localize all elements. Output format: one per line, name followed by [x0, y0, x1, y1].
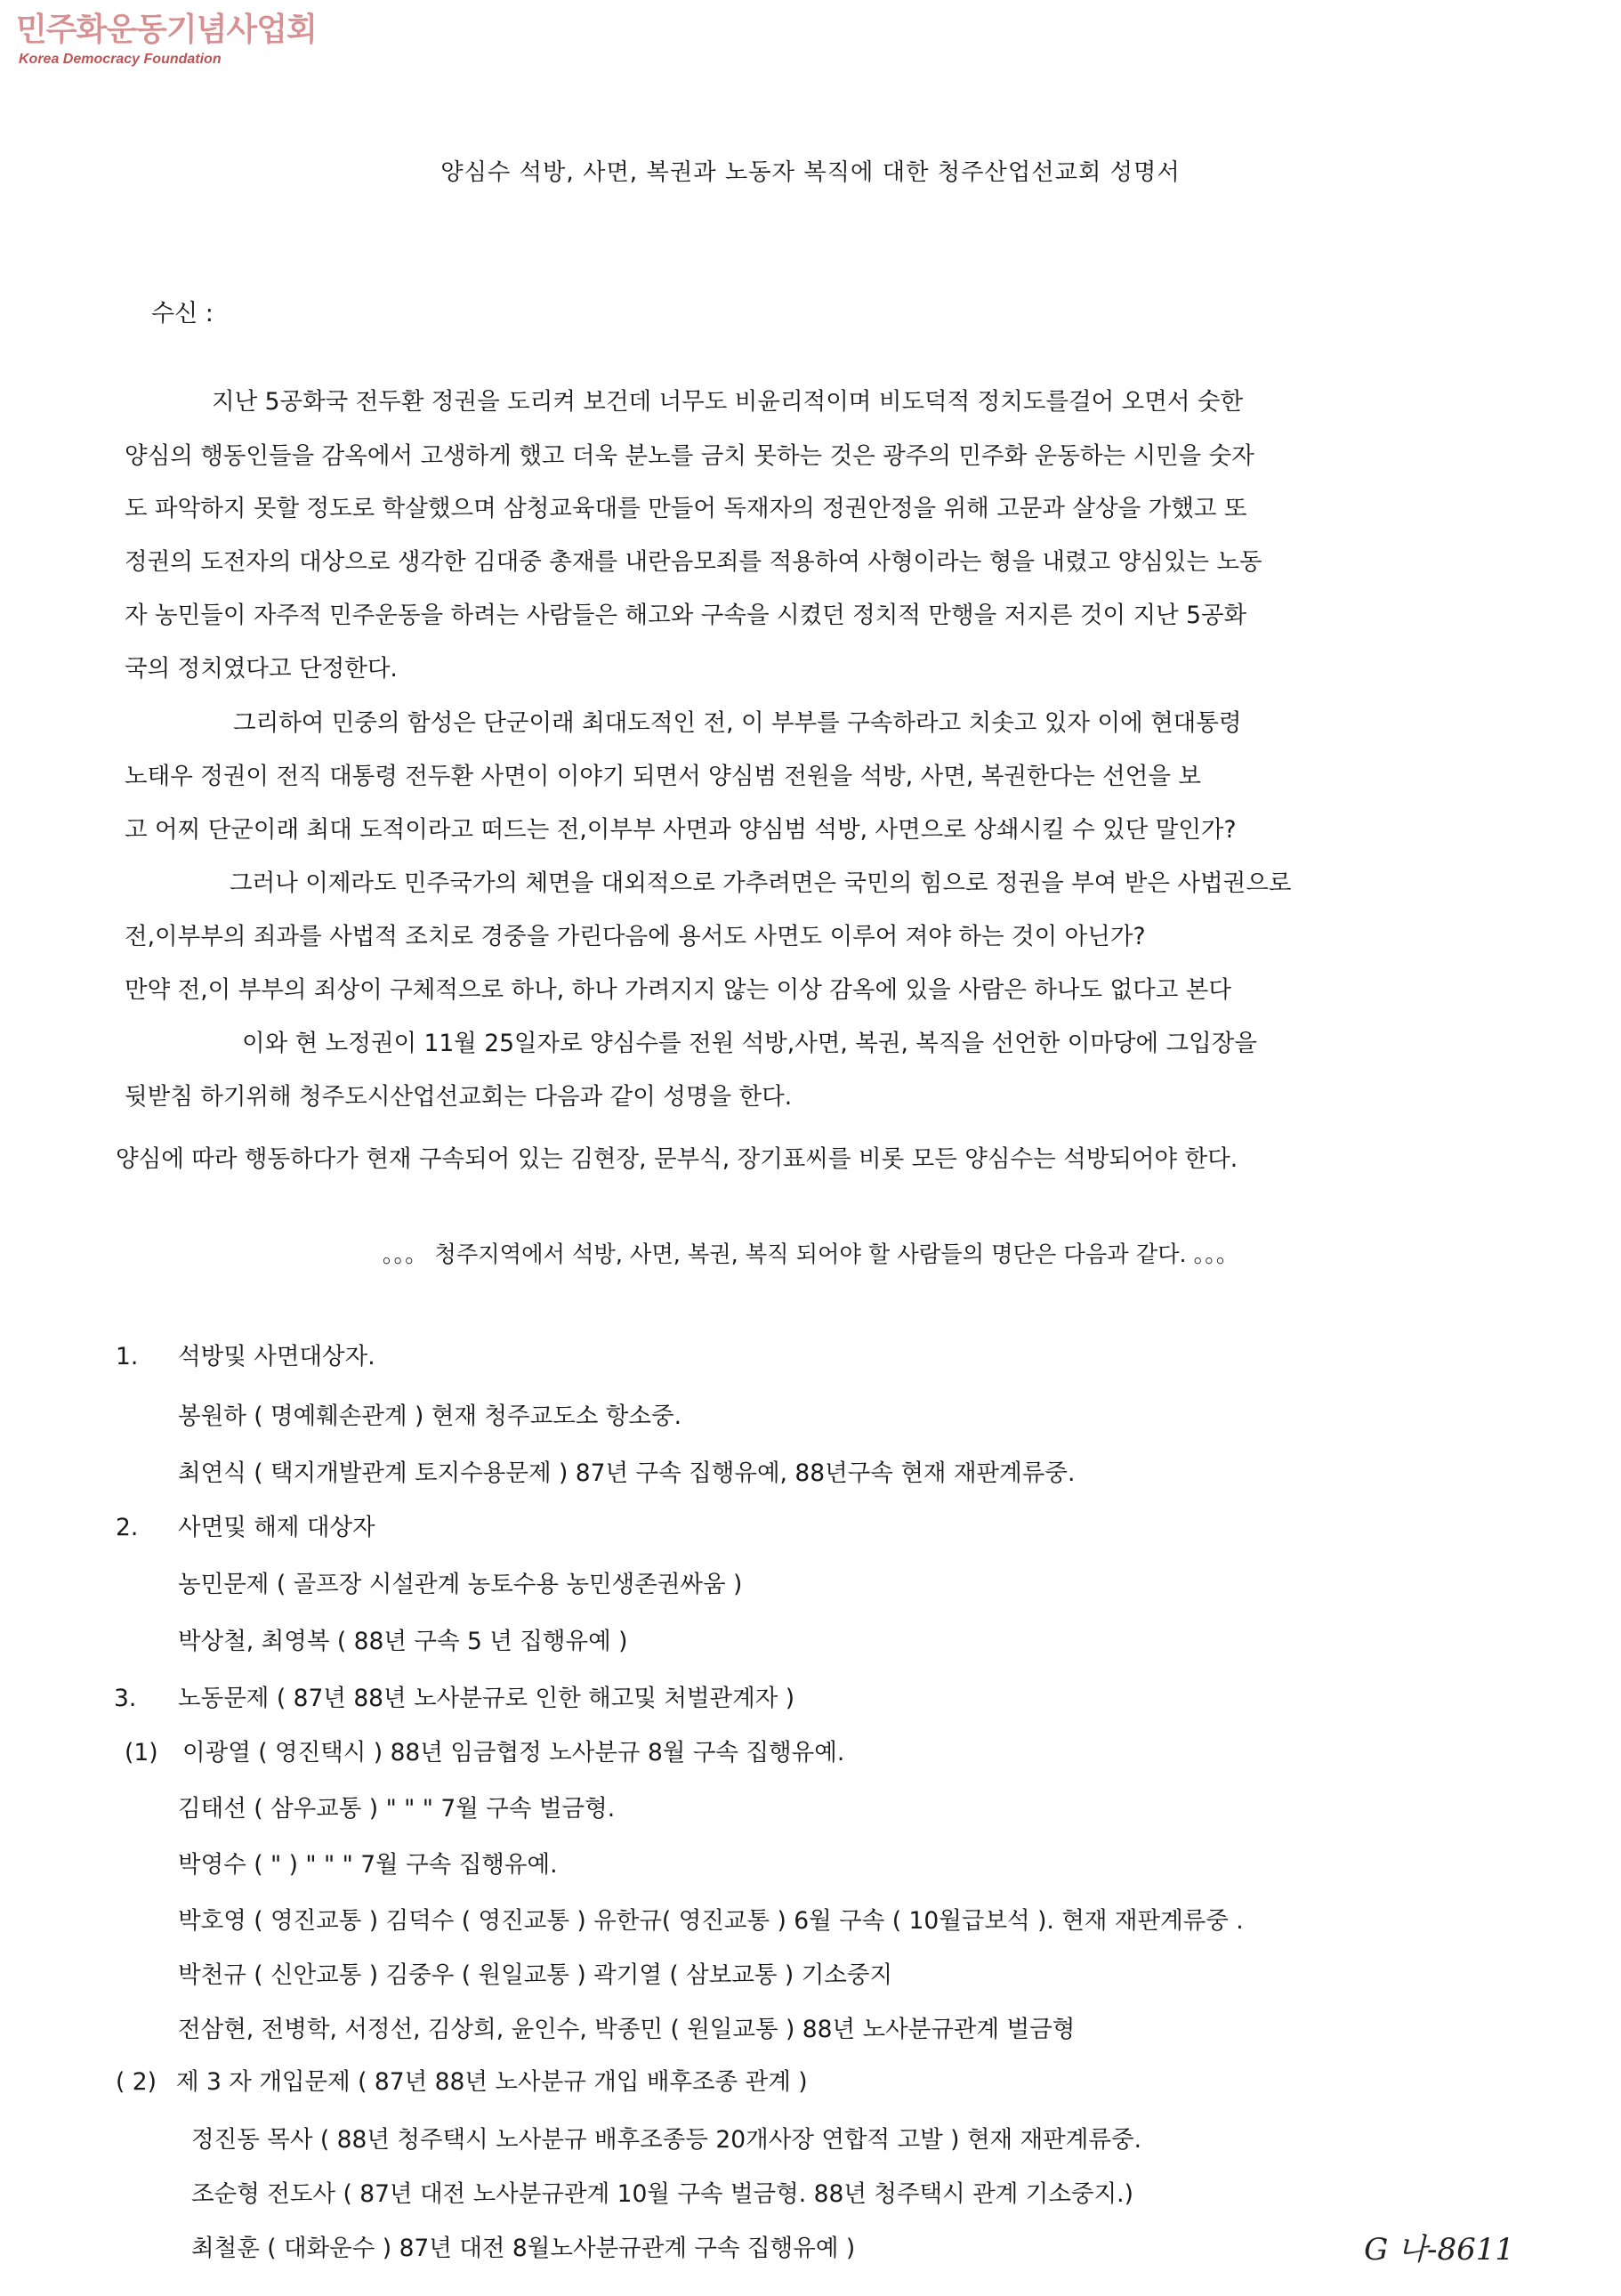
list-entry: 김태선 ( 삼우교통 ) " " " 7월 구속 벌금형. [178, 1795, 616, 1823]
list-entry: 박호영 ( 영진교통 ) 김덕수 ( 영진교통 ) 유한규( 영진교통 ) 6월 구속 ( 10월급보석 ). 현재 재판계류중 . [178, 1907, 1244, 1935]
list-entry: 최연식 ( 택지개발관계 토지수용문제 ) 87년 구속 집행유예, 88년구속 현재 재판계류중. [178, 1459, 1076, 1487]
list-heading: 제 3 자 개입문제 ( 87년 88년 노사분규 개입 배후조종 관계 ) [176, 2068, 808, 2096]
sub-number: ( 2) [116, 2068, 157, 2096]
recipient-label: 수신 : [151, 300, 214, 327]
document-title: 양심수 석방, 사면, 복권과 노동자 복직에 대한 청주산업선교회 성명서 [440, 159, 1181, 186]
body-line: 도 파악하지 못할 정도로 학살했으며 삼청교육대를 만들어 독재자의 정권안정을 위해 고문과 살상을 가했고 또 [125, 495, 1247, 522]
list-entry: 최철훈 ( 대화운수 ) 87년 대전 8월노사분규관계 구속 집행유예 ) [191, 2235, 856, 2262]
sub-number: (1) [125, 1739, 158, 1766]
list-heading: 사면및 해제 대상자 [178, 1514, 375, 1541]
body-line: 이와 현 노정권이 11월 25일자로 양심수를 전원 석방,사면, 복권, 복직을 선언한 이마당에 그입장을 [242, 1030, 1257, 1057]
body-line: 정권의 도전자의 대상으로 생각한 김대중 총재를 내란음모죄를 적용하여 사형이라는 형을 내렸고 양심있는 노동 [125, 548, 1262, 576]
body-line: 만약 전,이 부부의 죄상이 구체적으로 하나, 하나 가려지지 않는 이상 감옥에 있을 사람은 하나도 없다고 본다 [125, 976, 1231, 1004]
body-line: 지난 5공화국 전두환 정권을 도리켜 보건데 너무도 비윤리적이며 비도덕적 정치도를걸어 오면서 숫한 [212, 388, 1244, 416]
list-number: 3. [114, 1685, 137, 1712]
list-entry: 정진동 목사 ( 88년 청주택시 노사분규 배후조종등 20개사장 연합적 고발 ) 현재 재판계류중. [191, 2126, 1141, 2154]
list-entry: 박영수 ( " ) " " " 7월 구속 집행유예. [178, 1851, 558, 1879]
body-line: 노태우 정권이 전직 대통령 전두환 사면이 이야기 되면서 양심범 전원을 석방, 사면, 복권한다는 선언을 보 [125, 763, 1201, 790]
body-line: 그러나 이제라도 민주국가의 체면을 대외적으로 가추려면은 국민의 힘으로 정권을 부여 받은 사법권으로 [230, 869, 1292, 897]
body-line: 양심의 행동인들을 감옥에서 고생하게 했고 더욱 분노를 금치 못하는 것은 광주의 민주화 운동하는 시민을 숫자 [125, 442, 1254, 470]
body-line: 그리하여 민중의 함성은 단군이래 최대도적인 전, 이 부부를 구속하라고 치솟고 있자 이에 현대통령 [233, 709, 1242, 737]
list-number: 2. [116, 1514, 139, 1541]
list-number: 1. [116, 1343, 139, 1370]
body-line: 뒷받침 하기위해 청주도시산업선교회는 다음과 같이 성명을 한다. [125, 1083, 793, 1111]
list-entry: 봉원하 ( 명예훼손관계 ) 현재 청주교도소 항소중. [178, 1403, 682, 1430]
list-heading: 석방및 사면대상자. [178, 1343, 375, 1370]
body-line: 국의 정치였다고 단정한다. [125, 655, 398, 683]
list-entry: 박상철, 최영복 ( 88년 구속 5 년 집행유예 ) [178, 1628, 628, 1655]
list-entry: 박천규 ( 신안교통 ) 김중우 ( 원일교통 ) 곽기열 ( 삼보교통 ) 기소중지 [178, 1961, 893, 1989]
list-entry: 농민문제 ( 골프장 시설관계 농토수용 농민생존권싸움 ) [178, 1571, 743, 1598]
logo-english: Korea Democracy Foundation [19, 52, 222, 67]
watermark-logo [16, 11, 317, 80]
logo-korean: 민주화운동기념사업회 [16, 12, 317, 48]
list-heading: 노동문제 ( 87년 88년 노사분규로 인한 해고및 처벌관계자 ) [178, 1685, 795, 1712]
body-line: 자 농민들이 자주적 민주운동을 하려는 사람들은 해고와 구속을 시켰던 정치적 만행을 저지른 것이 지난 5공화 [125, 602, 1247, 629]
list-entry: 전삼현, 전병학, 서정선, 김상희, 윤인수, 박종민 ( 원일교통 ) 88년 노사분규관계 벌금형 [178, 2016, 1076, 2043]
list-entry: 이광열 ( 영진택시 ) 88년 임금협정 노사분규 8월 구속 집행유예. [182, 1739, 845, 1766]
archive-code: G 나-8611 [1364, 2232, 1514, 2268]
body-line: 전,이부부의 죄과를 사법적 조치로 경중을 가린다음에 용서도 사면도 이루어 져야 하는 것이 아닌가? [125, 923, 1146, 950]
list-intro: 。。。 청주지역에서 석방, 사면, 복권, 복직 되어야 할 사람들의 명단은 다음과 같다. 。。。 [382, 1241, 1239, 1267]
body-line: 고 어찌 단군이래 최대 도적이라고 떠드는 전,이부부 사면과 양심범 석방, 사면으로 상쇄시킬 수 있단 말인가? [125, 816, 1237, 844]
list-entry: 조순형 전도사 ( 87년 대전 노사분규관계 10월 구속 벌금형. 88년 청주택시 관계 기소중지.) [191, 2180, 1133, 2208]
body-line: 양심에 따라 행동하다가 현재 구속되어 있는 김현장, 문부식, 장기표씨를 비롯 모든 양심수는 석방되어야 한다. [116, 1145, 1238, 1173]
